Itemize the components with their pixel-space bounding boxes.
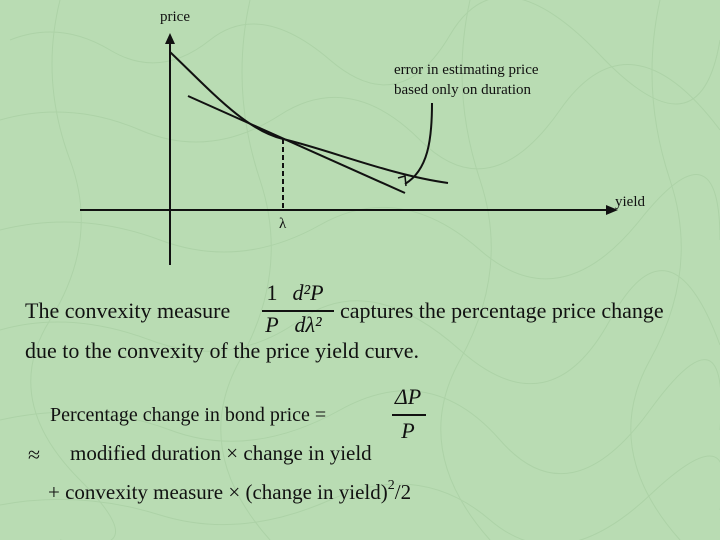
convexity-term-prefix: + convexity measure × (change in yield)	[48, 480, 388, 504]
error-bracket	[398, 176, 406, 186]
error-annotation-line1: error in estimating price	[394, 62, 539, 78]
error-annotation-line2: based only on duration	[394, 82, 532, 98]
modified-duration-line: modified duration × change in yield	[70, 441, 372, 465]
formula-den-dlambda: dλ²	[294, 312, 322, 337]
formula-den-p: P	[265, 312, 279, 337]
convexity-text-after: captures the percentage price change	[340, 298, 664, 323]
convexity-term-exponent: 2	[387, 478, 395, 493]
approx-symbol: ≈	[28, 442, 41, 467]
pct-change-label: Percentage change in bond price =	[50, 404, 327, 426]
convexity-text-line2: due to the convexity of the price yield curve.	[25, 338, 420, 363]
formula-num-one: 1	[266, 280, 278, 305]
delta-p-numerator: ΔP	[394, 384, 422, 409]
y-axis-label: price	[160, 9, 190, 25]
x-axis-label: yield	[615, 194, 645, 210]
p-denominator: P	[401, 418, 415, 443]
convexity-text-before: The convexity measure	[25, 298, 231, 323]
y-axis-arrowhead	[165, 33, 175, 44]
formula-num-d2p: d²P	[292, 280, 324, 305]
duration-tangent-line	[188, 96, 405, 193]
error-pointer	[405, 103, 432, 184]
convexity-term-line	[48, 480, 411, 505]
lambda-label: λ	[279, 216, 287, 232]
pct-change-fraction-bar	[392, 414, 426, 416]
convexity-term-suffix: /2	[394, 480, 412, 504]
